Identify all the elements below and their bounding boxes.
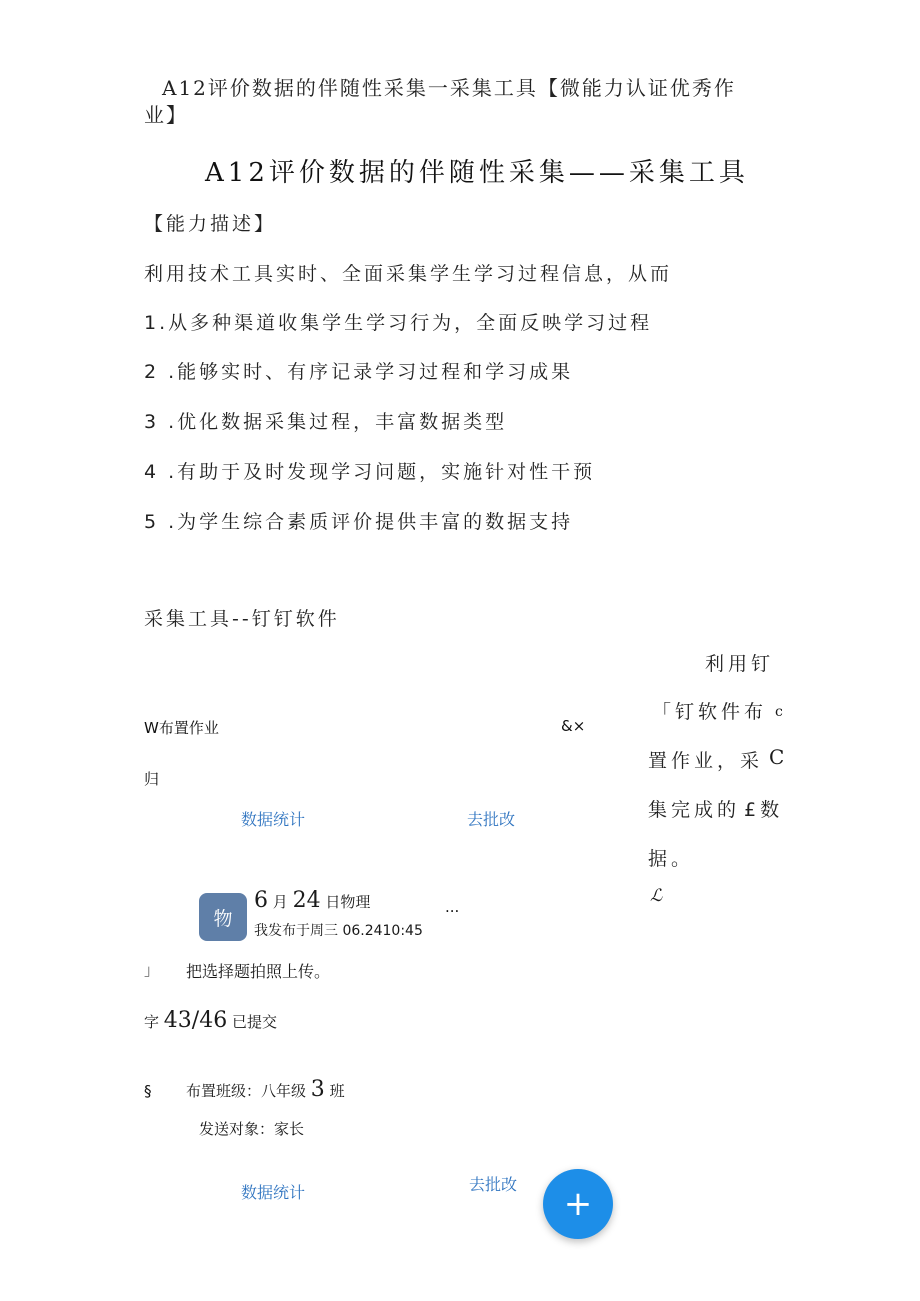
instruction-mark: 」: [144, 961, 160, 979]
submit-status[interactable]: [144, 1008, 277, 1033]
more-icon[interactable]: ...: [445, 898, 460, 916]
date-number: 24: [292, 888, 321, 913]
tool-heading: 采集工具--钉钉软件: [144, 608, 340, 630]
review-link[interactable]: 去批改: [469, 1175, 518, 1194]
side-note-mark: c: [775, 704, 783, 720]
side-note-line: 利用钉: [705, 653, 775, 675]
side-note-mark: ℒ: [650, 886, 663, 906]
data-stats-link[interactable]: 数据统计: [241, 1183, 306, 1202]
header-line-1: A12评价数据的伴随性采集一采集工具【微能力认证优秀作: [162, 76, 736, 100]
review-link[interactable]: 去批改: [467, 810, 516, 829]
side-note-mark: £数: [744, 799, 784, 821]
section-intro: 利用技术工具实时、全面采集学生学习过程信息，从而: [144, 263, 673, 285]
add-button[interactable]: +: [543, 1169, 613, 1239]
date-number: 6: [254, 888, 268, 913]
submit-prefix: 字: [144, 1013, 160, 1031]
list-item: 4 .有助于及时发现学习问题，实施针对性干预: [144, 461, 596, 483]
side-note-line: 「钉软件布: [652, 701, 768, 723]
list-item: 1.从多种渠道收集学生学习行为，全面反映学习过程: [144, 312, 653, 334]
side-note-mark: C: [769, 745, 785, 769]
side-note-line: 置作业，采: [648, 750, 764, 772]
date-month: 月: [272, 893, 288, 911]
class-label: 布置班级：八年级: [186, 1082, 307, 1100]
submit-count: 43/46: [163, 1008, 228, 1033]
page-title: A12评价数据的伴随性采集——采集工具: [205, 158, 749, 188]
list-item: 2 .能够实时、有序记录学习过程和学习成果: [144, 361, 574, 383]
data-stats-link[interactable]: 数据统计: [241, 810, 306, 829]
list-item: 5 .为学生综合素质评价提供丰富的数据支持: [144, 511, 574, 533]
class-suffix: 班: [329, 1082, 345, 1100]
list-item: 3 .优化数据采集过程，丰富数据类型: [144, 411, 508, 433]
send-target: 发送对象：家长: [199, 1120, 305, 1138]
header-line-2: 业】: [144, 103, 188, 127]
section-heading: 【能力描述】: [144, 213, 277, 235]
submit-suffix: 已提交: [231, 1013, 277, 1031]
class-number: 3: [310, 1077, 325, 1102]
top-bar-actions[interactable]: &×: [561, 717, 586, 735]
side-note-line: 据。: [648, 848, 695, 870]
side-note-line: 集完成的: [648, 799, 741, 821]
class-icon: §: [144, 1082, 152, 1100]
post-meta: 我发布于周三 06.2410:45: [254, 923, 423, 939]
post-date: [254, 888, 370, 913]
class-row: [186, 1077, 345, 1102]
subject-avatar: 物: [199, 893, 247, 941]
back-button[interactable]: 归: [144, 770, 160, 788]
instruction-text: 把选择题拍照上传。: [186, 962, 331, 981]
assignment-title: W布置作业: [144, 719, 219, 737]
date-subject: 日物理: [325, 893, 371, 911]
